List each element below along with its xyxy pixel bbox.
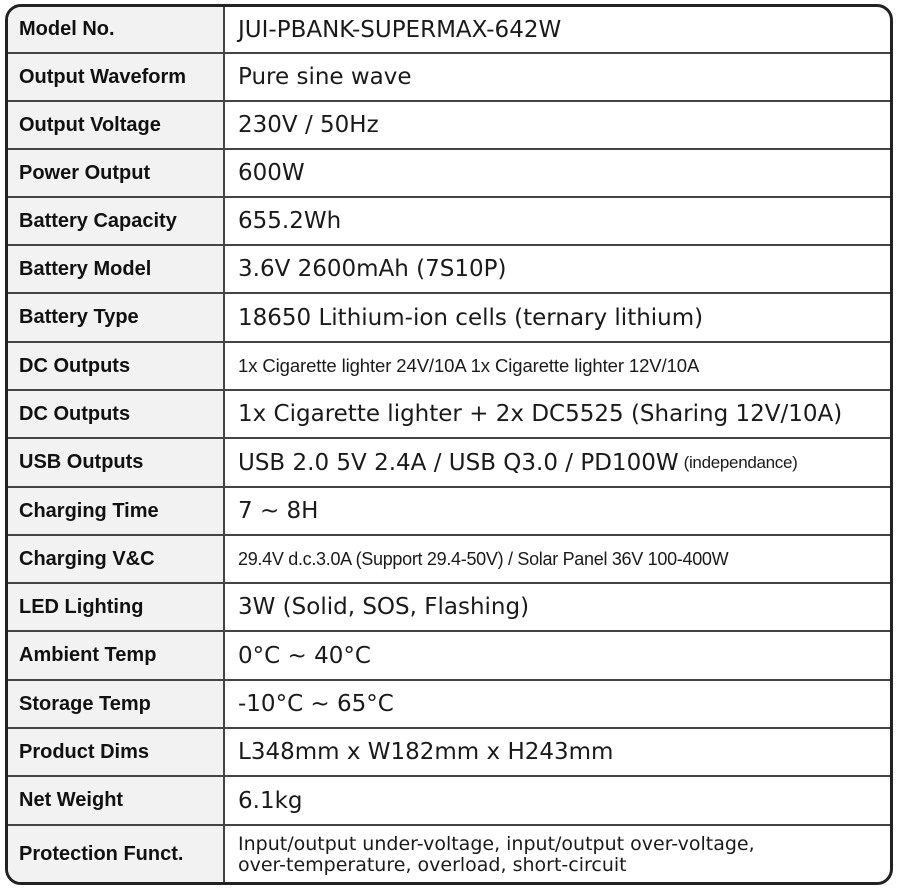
spec-row-output-voltage	[8, 100, 890, 148]
spec-row-model	[8, 7, 890, 52]
row-value: 1x Cigarette lighter + 2x DC5525 (Sharing 12V/10A)	[238, 401, 843, 427]
row-value: 6.1kg	[238, 787, 303, 814]
spec-row-dc-outputs-1	[8, 341, 890, 389]
spec-row-protection	[8, 824, 890, 882]
row-value: 18650 Lithium-ion cells (ternary lithium)	[238, 304, 704, 331]
row-value: 29.4V d.c.3.0A (Support 29.4-50V) / Solar Panel 36V 100-400W	[238, 548, 729, 569]
row-label: Protection Funct.	[8, 826, 225, 882]
row-value: JUI-PBANK-SUPERMAX-642W	[238, 16, 562, 43]
row-value: 0°C ~ 40°C	[238, 642, 371, 669]
row-label: LED Lighting	[8, 584, 225, 630]
spec-row-output-waveform	[8, 52, 890, 100]
row-label: Output Waveform	[8, 54, 225, 100]
row-value: 3W (Solid, SOS, Flashing)	[238, 594, 530, 620]
row-label: Battery Model	[8, 246, 225, 292]
spec-row-product-dims	[8, 727, 890, 775]
row-value: 655.2Wh	[238, 208, 342, 234]
spec-row-led-lighting	[8, 582, 890, 630]
row-label: USB Outputs	[8, 439, 225, 486]
protection-line-1: Input/output under-voltage, input/output over-voltage,	[238, 833, 755, 855]
row-value: 3.6V 2600mAh (7S10P)	[238, 256, 507, 282]
spec-row-battery-capacity	[8, 196, 890, 244]
spec-row-ambient-temp	[8, 630, 890, 679]
spec-row-battery-model	[8, 244, 890, 292]
row-label: Battery Type	[8, 294, 225, 341]
row-label: Net Weight	[8, 777, 225, 824]
row-label: Product Dims	[8, 729, 225, 775]
row-label: Power Output	[8, 150, 225, 196]
usb-outputs-note: (independance)	[683, 452, 798, 472]
row-label: Charging Time	[8, 488, 225, 534]
row-value: -10°C ~ 65°C	[238, 691, 394, 717]
spec-row-charging-vc	[8, 534, 890, 582]
row-label: Charging V&C	[8, 536, 225, 582]
spec-row-battery-type	[8, 292, 890, 341]
spec-row-dc-outputs-2	[8, 389, 890, 437]
row-label: DC Outputs	[8, 391, 225, 437]
row-value: 7 ~ 8H	[238, 498, 319, 524]
row-label: Output Voltage	[8, 102, 225, 148]
row-value	[225, 826, 890, 882]
row-value: 230V / 50Hz	[238, 112, 379, 138]
row-value: 1x Cigarette lighter 24V/10A 1x Cigarette lighter 12V/10A	[238, 355, 700, 376]
usb-outputs-text: USB 2.0 5V 2.4A / USB Q3.0 / PD100W	[238, 449, 679, 476]
row-value: 600W	[238, 160, 305, 186]
spec-row-storage-temp	[8, 679, 890, 727]
spec-row-charging-time	[8, 486, 890, 534]
row-label: Model No.	[8, 7, 225, 52]
row-label: Battery Capacity	[8, 198, 225, 244]
spec-row-net-weight	[8, 775, 890, 824]
row-label: Storage Temp	[8, 681, 225, 727]
protection-line-2: over-temperature, overload, short-circuit	[238, 854, 627, 876]
row-value	[225, 439, 890, 486]
spec-row-usb-outputs	[8, 437, 890, 486]
spec-table	[5, 4, 893, 885]
row-value: Pure sine wave	[238, 64, 412, 90]
row-label: DC Outputs	[8, 343, 225, 389]
spec-row-power-output	[8, 148, 890, 196]
row-value: L348mm x W182mm x H243mm	[238, 739, 614, 765]
row-label: Ambient Temp	[8, 632, 225, 679]
